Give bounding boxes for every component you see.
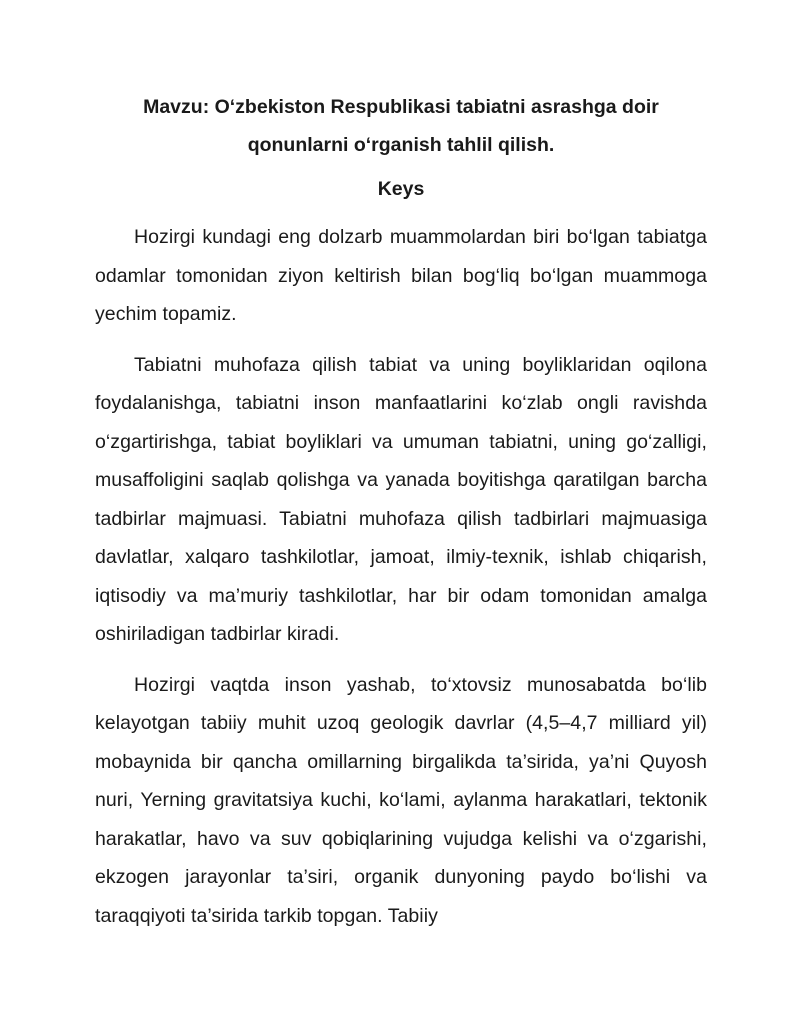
paragraph: Hozirgi kundagi eng dolzarb muammolardan biri bo‘lgan tabiatga odamlar tomonidan ziyon keltirish bilan bog‘liq bo‘lgan muammoga yechim topamiz. (95, 226, 707, 325)
document-title: Mavzu: O‘zbekiston Respublikasi tabiatni asrashga doir qonunlarni o‘rganish tahlil qilish. (143, 96, 659, 156)
paragraph: Tabiatni muhofaza qilish tabiat va uning boyliklaridan oqilona foydalanishga, tabiatni inson manfaatlarini ko‘zlab ongli ravishda o‘zgartirishga, tabiat boyliklari va umuman tabiatni, uning go‘zalligi, musaffoligini saqlab qolishga va yanada boyitishga qaratilgan barcha tadbirlar majmuasi. Tabiatni muhofaza qilish tadbirlari majmuasiga davlatlar, xalqaro tashkilotlar, jamoat, ilmiy-texnik, ishlab chiqarish, iqtisodiy va ma’muriy tashkilotlar, har bir odam tomonidan amalga oshiriladigan tadbirlar kiradi. (95, 353, 707, 645)
document-page (95, 88, 707, 947)
document-subtitle: Keys (377, 178, 425, 200)
paragraph: Hozirgi vaqtda inson yashab, to‘xtovsiz munosabatda bo‘lib kelayotgan tabiiy muhit uzoq geologik davrlar (4,5–4,7 milliard yil) mobaynida bir qancha omillarning birgalikda ta’sirida, ya’ni Quyosh nuri, Yerning gravitatsiya kuchi, ko‘lami, aylanma harakatlari, tektonik harakatlar, havo va suv qobiqlarining vujudga kelishi va o‘zgarishi, ekzogen jarayonlar ta’siri, organik dunyoning paydo bo‘lishi va taraqqiyoti ta’sirida tarkib topgan. Tabiiy (95, 673, 707, 927)
